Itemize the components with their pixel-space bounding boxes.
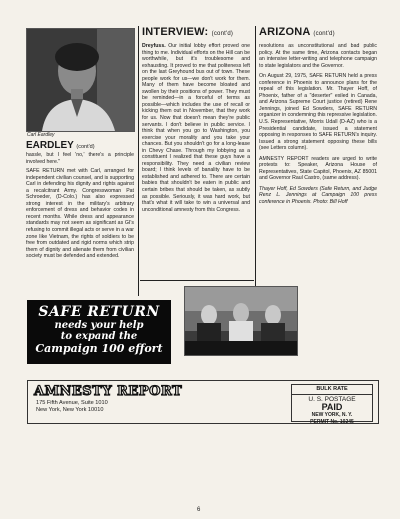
interview-paragraph	[142, 43, 250, 213]
address-line: New York, New York 10010	[36, 407, 104, 413]
arizona-photo-caption	[259, 186, 377, 206]
interview-text: Our initial lobby effort proved one thing to me. Individual efforts on the Hill can be worthwhile, but it's troublesome and exhausting. It proved to me that politeness left on the last Greyhound bus out of town. These people work for us—we don't work for them. Many of them have become bloated and swollen by their positions of power. They must be reminded—in a forceful of terms as possible—which includes the use of recall or kicking them out in November, that they work for us. Now that doesn't mean they're public servants. I don't believe in public service. I think that when you go to Washington, you exercise your morality and you take your chances. But you shouldn't go for a long-lease in Chevy Chase. Through my lobbying as a constituent I realized that these guys have a responsibility. They need a civilian review board; I think levels of banality have to be established and adhered to. There are certain babies that shouldn't be eaten in public and certain bribes that should be taken, as subtly as possible. Seriously, it was hard work, but that's what it will take to win a universal and unconditional amnesty from this Congress.	[142, 43, 250, 213]
city-label: NEW YORK, N. Y.	[311, 412, 353, 418]
arizona-paragraph: On August 29, 1975, SAFE RETURN held a press conference in Phoenix to announce plans for the repeal of this legislation. Mr. Thayer Hoff, of Phoenix, father of a "deserter" exiled in Canada, and Arizona Supreme Court justice (retired) Rene Jennings, joined Ed Sowders, SAFE RETURN organizer in condemning this repressive legislation. U.S. Representative, Morris Udall (D-AZ) who is a Presidential candidate, issued a statement opposing in responses to SAFE RETURN's inquiry. Issued a strong statement opposing these bills (see Letters column).	[259, 73, 377, 152]
arizona-photo-credit: Photo: Bill Hoff	[313, 199, 348, 206]
carl-eardley-photo	[26, 28, 135, 132]
arizona-caption-text: Thayer Hoff, Ed Sowders (Safe Return, and Judge Renz L. Jennings at Campaign 100 press conference in Phoenix.	[259, 185, 377, 206]
address-line: 175 Fifth Avenue, Suite 1010	[36, 400, 108, 406]
interview-heading-cont: (cont'd)	[211, 31, 234, 37]
photo-caption: Carl Eardley	[27, 132, 55, 138]
ad-line: SAFE RETURN	[38, 304, 160, 320]
us-postage-label: U. S. POSTAGE	[308, 395, 356, 403]
eardley-heading-text: EARDLEY	[26, 140, 74, 151]
permit-label: PERMIT No. 10245	[310, 418, 354, 425]
arizona-paragraph: resolutions as unconstitutional and bad public policy. At the same time, Arizona contacts began an intensive letter-writing and telephone campaign to state legislators and the Governor.	[259, 43, 377, 69]
ad-line: needs your help	[54, 320, 144, 331]
bulk-rate-label: BULK RATE	[292, 385, 372, 395]
press-conference-photo	[184, 286, 298, 356]
postage-indicia	[291, 384, 373, 425]
amnesty-report-logo: AMNESTY REPORT	[34, 384, 183, 399]
arizona-paragraph: AMNESTY REPORT readers are urged to write protests to: Speaker, Arizona House of Representatives, State Capitol, Phoenix, AZ 85001 and Governor Raul Castro, (same address).	[259, 155, 377, 182]
return-address	[36, 400, 108, 414]
mailing-panel	[27, 380, 379, 424]
arizona-article	[259, 26, 377, 210]
eardley-paragraph: hassle, but I feel 'no,' there's a principle involved here."	[26, 152, 134, 165]
eardley-paragraph: SAFE RETURN met with Carl, arranged for independent civilian counsel, and is supporting Carl in defending his dignity and rights against a recalcitrant Army. Congresswoman Pat Schroeder, (D-Colo.) has also expressed strong interest in the military's arbitrary enforcement of dress and behavior codes in recent months. While dress and appearance standards may not seem as significant as GI's refusing to commit illegal acts or serve in a war zone like Vietnam, the rights of soldiers to be free from outdated and rigid norms which strip them of dignity and alienate them from civilian society must be defended and extended.	[26, 168, 134, 260]
paid-label: PAID	[321, 402, 343, 412]
arizona-heading	[259, 26, 377, 40]
ad-line: Campaign 100 effort	[35, 342, 163, 355]
campaign-ad	[27, 300, 171, 364]
arizona-heading-text: ARIZONA	[259, 26, 311, 38]
interview-heading-text: INTERVIEW:	[142, 26, 209, 38]
eardley-heading-cont: (cont'd)	[76, 144, 95, 150]
section-divider	[140, 280, 254, 281]
page-number: 6	[197, 507, 201, 513]
eardley-article-body	[26, 152, 134, 263]
interview-article	[142, 26, 250, 217]
column-divider	[255, 26, 256, 286]
interview-heading	[142, 26, 250, 40]
arizona-heading-cont: (cont'd)	[313, 31, 335, 37]
column-divider	[138, 26, 139, 296]
interview-speaker: Dreyfuss.	[142, 43, 166, 49]
ad-line: to expand the	[60, 331, 138, 342]
eardley-heading	[26, 140, 95, 151]
